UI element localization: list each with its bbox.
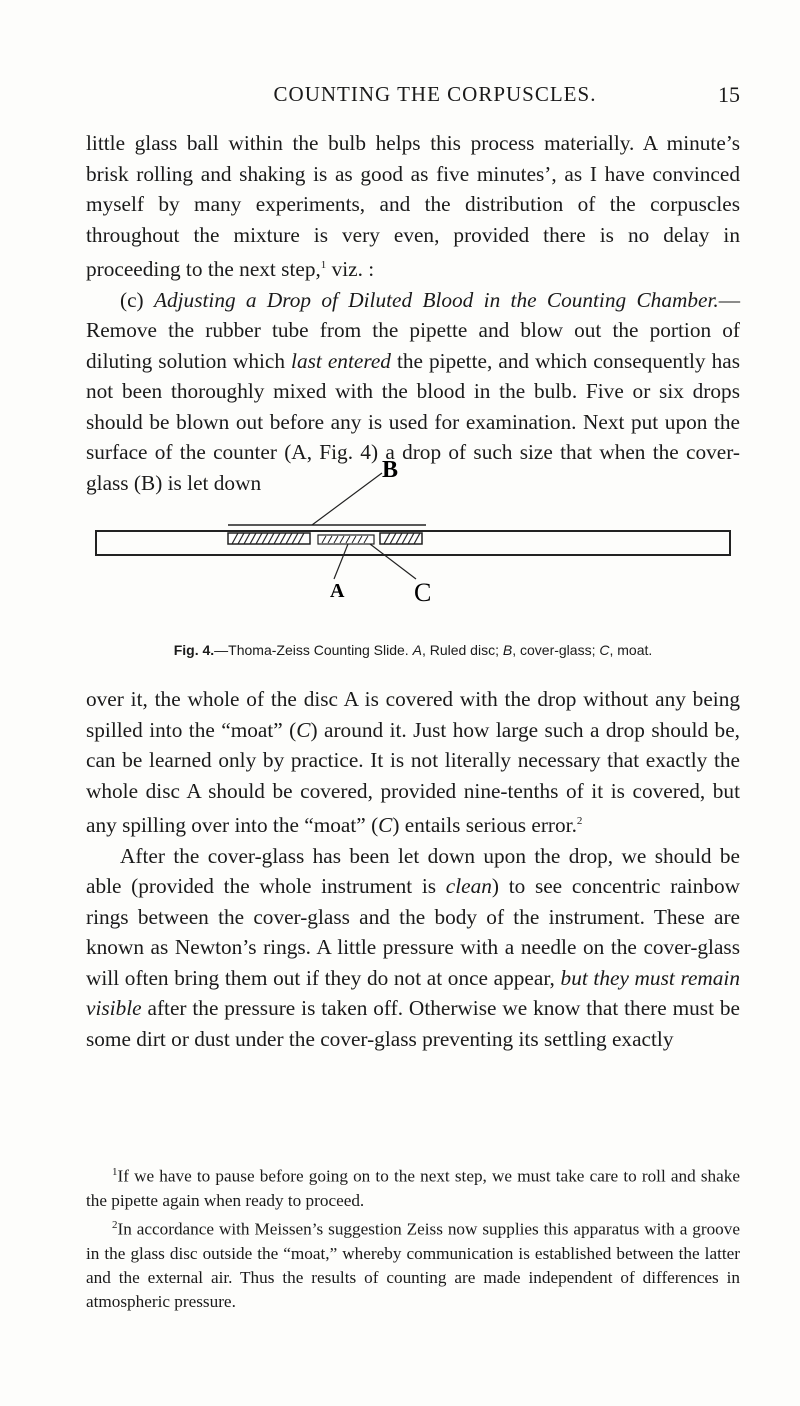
footnote-1-number: 1 bbox=[112, 1166, 118, 1178]
caption-key-b: B bbox=[502, 642, 513, 658]
caption-label: Fig. 4. bbox=[173, 642, 215, 658]
leader-a bbox=[334, 544, 348, 579]
paragraph-4 bbox=[86, 841, 740, 1055]
label-c: C bbox=[414, 578, 432, 607]
paragraph-3-text-1: over it, the whole of the disc A is covered with the drop without any being spilled into the “moat” ( bbox=[86, 687, 740, 742]
text-block-top bbox=[86, 128, 740, 498]
label-a: A bbox=[330, 580, 345, 602]
paragraph-4-text-2: ) to see concentric rainbow rings between the cover-glass and the body of the instrument. These are known as Newton’s rings. A little pressure with a needle on the cover-glass will often bring them out if they do not at once appear, bbox=[86, 874, 740, 990]
ruled-disc bbox=[318, 535, 374, 544]
paragraph-4-emphasis-2: but they must remain visible bbox=[86, 965, 740, 1021]
page-number: 15 bbox=[718, 82, 740, 107]
leader-c bbox=[370, 544, 416, 579]
footnote-2 bbox=[86, 1213, 740, 1315]
caption-desc-c: , moat. bbox=[609, 642, 653, 658]
footnote-ref-1: 1 bbox=[320, 259, 327, 271]
paragraph-3 bbox=[86, 684, 740, 841]
footnotes bbox=[86, 1160, 740, 1315]
hatched-block-left bbox=[228, 533, 310, 544]
footnote-1 bbox=[86, 1160, 740, 1213]
paragraph-1 bbox=[86, 128, 740, 285]
paragraph-4-text-3: after the pressure is taken off. Otherwise we know that there must be some dirt or dust under the cover-glass preventing its settling exactly bbox=[86, 996, 740, 1051]
hatched-block-right bbox=[380, 533, 422, 544]
section-label: (c) bbox=[120, 287, 144, 312]
caption-desc-b: , cover-glass; bbox=[512, 642, 600, 658]
footnote-ref-2: 2 bbox=[576, 815, 583, 827]
caption-text: —Thoma-Zeiss Counting Slide. bbox=[214, 642, 413, 658]
caption-desc-a: , Ruled disc; bbox=[421, 642, 503, 658]
footnote-2-number: 2 bbox=[112, 1219, 118, 1232]
section-heading: Adjusting a Drop of Diluted Blood in the Counting Chamber. bbox=[153, 287, 719, 312]
figure-caption bbox=[86, 642, 740, 658]
label-b: B bbox=[382, 457, 399, 483]
paragraph-2-emphasis: last entered bbox=[291, 348, 391, 373]
paragraph-3-text-2: ) around it. Just how large such a drop should be, can be learned only by practice. It is not literally necessary that exactly the whole disc A should be covered, provided nine-tenths of it is covered, but any spilling over into the “moat” ( bbox=[86, 717, 740, 838]
page-header bbox=[130, 82, 740, 112]
leader-b bbox=[312, 473, 382, 525]
paragraph-2-text-2: the pipette, and which consequently has not been thoroughly mixed with the blood in the bulb. Five or six drops should be blown out before any is used for examination. Next put upon the surface of the counter (A, Fig. 4) a drop of such size that when the cover-glass (B) is let down bbox=[86, 348, 740, 495]
caption-key-a: A bbox=[412, 642, 422, 658]
paragraph-3-moat-ref-2: C bbox=[378, 813, 393, 838]
paragraph-2-text-1: —Remove the rubber tube from the pipette and blow out the portion of diluting solution which bbox=[86, 287, 740, 373]
running-head: COUNTING THE CORPUSCLES. bbox=[273, 82, 597, 106]
paragraph-3-moat-ref-1: C bbox=[296, 717, 311, 742]
text-block-bottom bbox=[86, 684, 740, 1054]
paragraph-4-text-1: After the cover-glass has been let down upon the drop, we should be able (provided the whole instrument is bbox=[86, 843, 740, 899]
footnote-1-text: If we have to pause before going on to the next step, we must take care to roll and shake the pipette again when ready to proceed. bbox=[86, 1166, 740, 1210]
footnote-2-text: In accordance with Meissen’s suggestion Zeiss now supplies this apparatus with a groove in the glass disc outside the “moat,” whereby communication is established between the latter and the external air. Thus the results of counting are made independent of differences in atmospheric pressure. bbox=[86, 1219, 740, 1312]
paragraph-1-tail: viz. : bbox=[326, 257, 375, 282]
figure-4-counting-slide bbox=[86, 455, 740, 635]
paragraph-1-text: little glass ball within the bulb helps this process materially. A minute’s brisk rolling and shaking is as good as five minutes’, as I have convinced myself by many experiments, and the distribution of the corpuscles throughout the mixture is very even, provided there is no delay in proceeding to the next step, bbox=[86, 131, 740, 282]
paragraph-4-emphasis-1: clean bbox=[445, 874, 492, 899]
caption-key-c: C bbox=[599, 642, 610, 658]
paragraph-3-text-3: ) entails serious error. bbox=[392, 813, 577, 838]
